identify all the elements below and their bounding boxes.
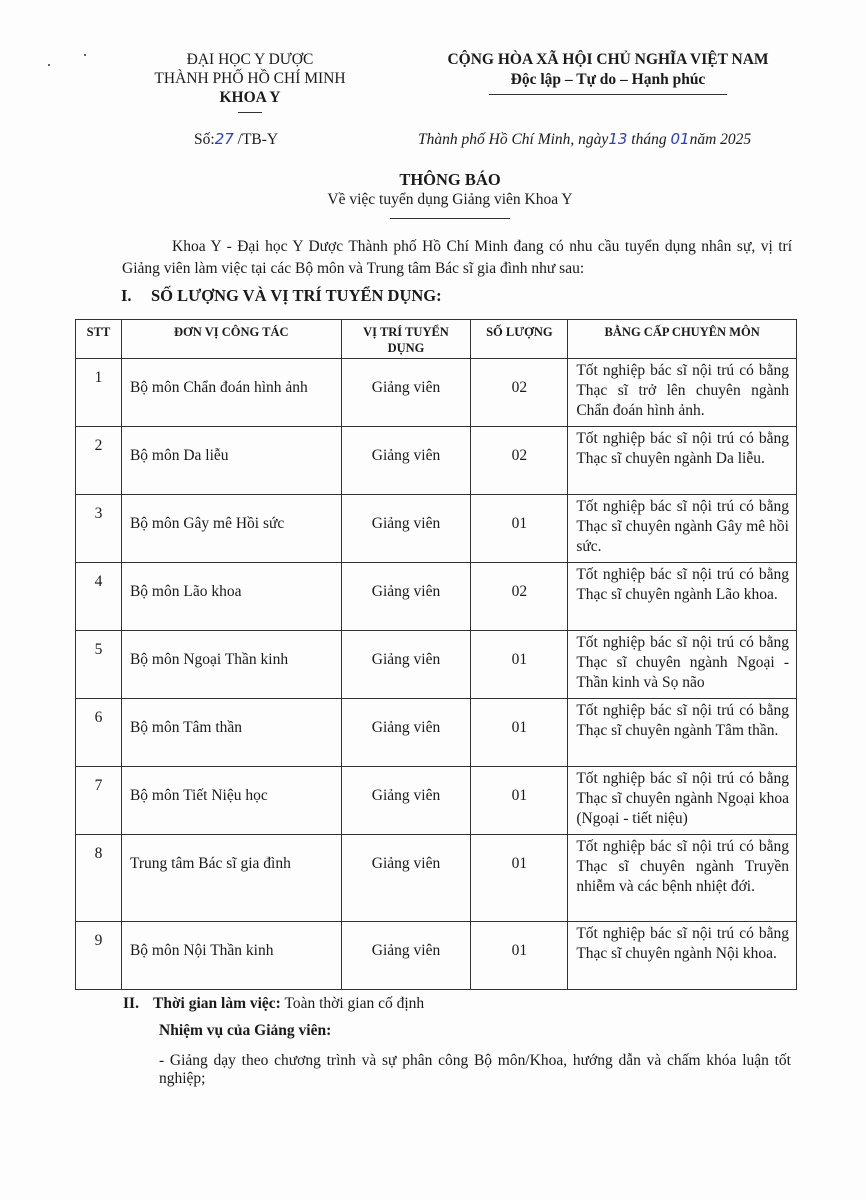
section-1-title: SỐ LƯỢNG VÀ VỊ TRÍ TUYỂN DỤNG: (151, 286, 442, 305)
doc-number-suffix: /TB-Y (233, 131, 279, 148)
university-name: ĐẠI HỌC Y DƯỢC (186, 51, 314, 68)
intro-text: Khoa Y - Đại học Y Dược Thành phố Hồ Chí Minh đang có nhu cầu tuyển dụng nhân sự, vị trí Giảng viên làm việc tại các Bộ môn và Trung tâm Bác sĩ gia đình như sau: (122, 238, 792, 277)
cell-qualification: Tốt nghiệp bác sĩ nội trú có bằng Thạc sĩ chuyên ngành Gây mê hồi sức. (568, 495, 797, 563)
table-row (76, 699, 797, 767)
date-prefix: Thành phố Hồ Chí Minh, ngày (418, 131, 609, 148)
cell-unit: Bộ môn Gây mê Hồi sức (121, 495, 341, 563)
cell-position: Giảng viên (341, 699, 471, 767)
header-stt: STT (76, 320, 122, 359)
cell-stt: 6 (76, 699, 122, 767)
cell-quantity: 01 (471, 495, 568, 563)
table-row (76, 767, 797, 835)
national-header (408, 50, 808, 95)
section-2-number: II. (123, 995, 139, 1012)
institution-header (120, 50, 380, 113)
cell-qualification: Tốt nghiệp bác sĩ nội trú có bằng Thạc sĩ chuyên ngành Tâm thần. (568, 699, 797, 767)
cell-unit: Bộ môn Nội Thần kinh (121, 922, 341, 990)
document-date (418, 130, 751, 149)
faculty-name: KHOA Y (219, 89, 281, 106)
cell-unit: Bộ môn Da liễu (121, 427, 341, 495)
city-name: THÀNH PHỐ HỒ CHÍ MINH (154, 70, 346, 87)
cell-stt: 7 (76, 767, 122, 835)
cell-quantity: 02 (471, 359, 568, 427)
cell-quantity: 01 (471, 767, 568, 835)
cell-stt: 8 (76, 835, 122, 922)
cell-position: Giảng viên (341, 767, 471, 835)
table-row (76, 359, 797, 427)
national-motto: Độc lập – Tự do – Hạnh phúc (510, 71, 706, 88)
section-2-label: Thời gian làm việc: (153, 995, 281, 1012)
cell-position: Giảng viên (341, 631, 471, 699)
cell-quantity: 01 (471, 922, 568, 990)
cell-quantity: 01 (471, 699, 568, 767)
title-block (200, 170, 700, 219)
cell-stt: 4 (76, 563, 122, 631)
cell-position: Giảng viên (341, 427, 471, 495)
cell-qualification: Tốt nghiệp bác sĩ nội trú có bằng Thạc sĩ chuyên ngành Ngoại - Thần kinh và Sọ não (568, 631, 797, 699)
intro-paragraph (122, 236, 792, 280)
date-year: năm 2025 (689, 131, 752, 148)
table-row (76, 631, 797, 699)
national-title: CỘNG HÒA XÃ HỘI CHỦ NGHĨA VIỆT NAM (447, 51, 769, 68)
section-2-heading (123, 995, 425, 1013)
cell-unit: Trung tâm Bác sĩ gia đình (121, 835, 341, 922)
cell-quantity: 01 (471, 631, 568, 699)
cell-qualification: Tốt nghiệp bác sĩ nội trú có bằng Thạc sĩ chuyên ngành Lão khoa. (568, 563, 797, 631)
document-number (194, 130, 278, 149)
title-divider (390, 218, 510, 219)
header-divider (238, 112, 262, 113)
cell-quantity: 02 (471, 427, 568, 495)
table-header-row (76, 320, 797, 359)
date-month-handwritten: 01 (670, 130, 690, 148)
recruitment-table (75, 319, 797, 990)
cell-unit: Bộ môn Tiết Niệu học (121, 767, 341, 835)
doc-number-prefix: Số: (194, 131, 215, 148)
duty-item: - Giảng dạy theo chương trình và sự phân công Bộ môn/Khoa, hướng dẫn và chấm khóa luận tốt nghiệp; (159, 1052, 791, 1087)
cell-stt: 1 (76, 359, 122, 427)
cell-position: Giảng viên (341, 563, 471, 631)
section-1-number: I. (121, 286, 132, 305)
cell-stt: 9 (76, 922, 122, 990)
cell-stt: 5 (76, 631, 122, 699)
header-qualification: BẰNG CẤP CHUYÊN MÔN (568, 320, 797, 359)
cell-unit: Bộ môn Lão khoa (121, 563, 341, 631)
doc-number-handwritten: 27 (214, 130, 234, 148)
duties-heading: Nhiệm vụ của Giảng viên: (159, 1022, 332, 1039)
cell-qualification: Tốt nghiệp bác sĩ nội trú có bằng Thạc sĩ chuyên ngành Ngoại khoa (Ngoại - tiết niệu) (568, 767, 797, 835)
cell-quantity: 01 (471, 835, 568, 922)
cell-unit: Bộ môn Chẩn đoán hình ảnh (121, 359, 341, 427)
document-subtitle: Về việc tuyển dụng Giảng viên Khoa Y (327, 191, 573, 208)
cell-stt: 3 (76, 495, 122, 563)
header-unit: ĐƠN VỊ CÔNG TÁC (121, 320, 341, 359)
cell-position: Giảng viên (341, 835, 471, 922)
cell-position: Giảng viên (341, 495, 471, 563)
cell-position: Giảng viên (341, 922, 471, 990)
table-row (76, 563, 797, 631)
table-row (76, 922, 797, 990)
header-position: VỊ TRÍ TUYỂN DỤNG (341, 320, 471, 359)
cell-qualification: Tốt nghiệp bác sĩ nội trú có bằng Thạc sĩ chuyên ngành Nội khoa. (568, 922, 797, 990)
scan-speck (84, 54, 86, 56)
header-quantity: SỐ LƯỢNG (471, 320, 568, 359)
table-row (76, 835, 797, 922)
cell-qualification: Tốt nghiệp bác sĩ nội trú có bằng Thạc sĩ chuyên ngành Truyền nhiễm và các bệnh nhiệt đới. (568, 835, 797, 922)
cell-position: Giảng viên (341, 359, 471, 427)
section-2-value: Toàn thời gian cố định (280, 995, 425, 1012)
cell-unit: Bộ môn Ngoại Thần kinh (121, 631, 341, 699)
cell-stt: 2 (76, 427, 122, 495)
table-row (76, 427, 797, 495)
cell-quantity: 02 (471, 563, 568, 631)
date-month-label: tháng (627, 131, 671, 148)
document-title: THÔNG BÁO (399, 170, 501, 189)
section-1-heading (121, 286, 442, 306)
date-day-handwritten: 13 (608, 130, 628, 148)
scan-speck (48, 64, 50, 66)
cell-unit: Bộ môn Tâm thần (121, 699, 341, 767)
table-row (76, 495, 797, 563)
motto-divider (489, 94, 727, 95)
cell-qualification: Tốt nghiệp bác sĩ nội trú có bằng Thạc sĩ chuyên ngành Da liễu. (568, 427, 797, 495)
cell-qualification: Tốt nghiệp bác sĩ nội trú có bằng Thạc sĩ trở lên chuyên ngành Chẩn đoán hình ảnh. (568, 359, 797, 427)
